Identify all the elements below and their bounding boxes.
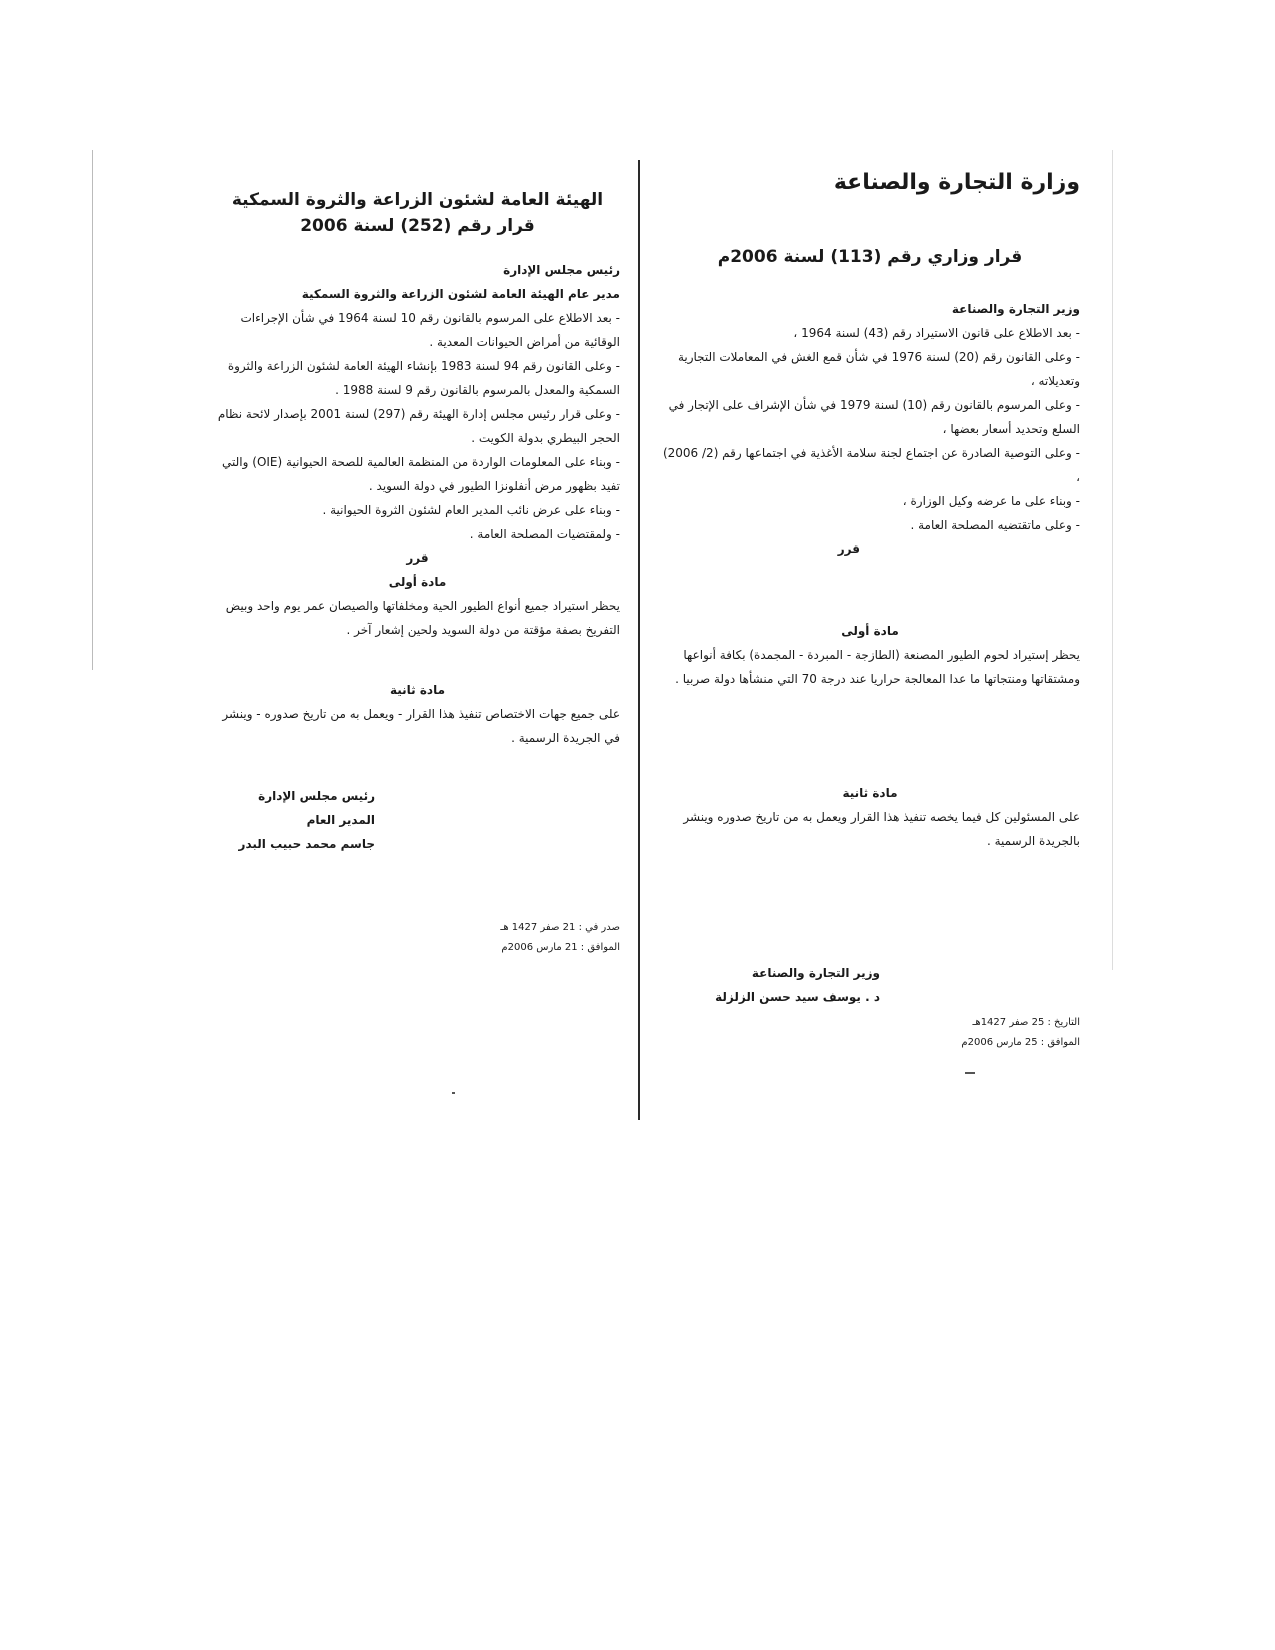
- article2-text: على المسئولين كل فيما يخصه تنفيذ هذا القرار ويعمل به من تاريخ صدوره وينشر بالجريدة الرسمية .: [683, 810, 1080, 848]
- issuer-line1: رئيس مجلس الإدارة: [503, 263, 620, 277]
- preamble-item: - وبناء على ما عرضه وكيل الوزارة ،: [902, 494, 1080, 508]
- signature-line1: رئيس مجلس الإدارة: [258, 789, 375, 803]
- decided-label: قرر: [406, 551, 429, 565]
- date-hijri: التاريخ : 25 صفر 1427هـ: [972, 1017, 1080, 1028]
- article2-title: مادة ثانية: [842, 786, 898, 800]
- preamble-item: - وعلى قرار رئيس مجلس إدارة الهيئة رقم (297) لسنة 2001 بإصدار لائحة نظام الحجر البيطري بدولة الكويت .: [217, 407, 620, 445]
- preamble-item: - وبناء على عرض نائب المدير العام لشئون الثروة الحيوانية .: [322, 503, 620, 517]
- issuer-line2: مدير عام الهيئة العامة لشئون الزراعة والثروة السمكية: [301, 287, 620, 301]
- date-gregorian: الموافق : 21 مارس 2006م: [501, 942, 620, 953]
- preamble-item: - بعد الاطلاع على المرسوم بالقانون رقم 10 لسنة 1964 في شأن الإجراءات الوقائية من أمراض الحيوانات المعدية .: [240, 311, 620, 349]
- preamble-item: - وعلى التوصية الصادرة عن اجتماع لجنة سلامة الأغذية في اجتماعها رقم (2/ 2006) ،: [662, 446, 1080, 484]
- preamble-item: - وعلى ماتقتضيه المصلحة العامة .: [910, 518, 1080, 532]
- preamble-item: - وعلى القانون رقم (20) لسنة 1976 في شأن قمع الغش في المعاملات التجارية وتعديلاته ،: [677, 350, 1080, 388]
- preamble-item: - وعلى القانون رقم 94 لسنة 1983 بإنشاء الهيئة العامة لشئون الزراعة والثروة السمكية والمعدل بالمرسوم بالقانون رقم 9 لسنة 1988 .: [227, 359, 620, 397]
- article1-text: يحظر استيراد جميع أنواع الطيور الحية ومخلفاتها والصيصان عمر يوم واحد وبيض التفريخ بصفة مؤقتة من دولة السويد ولحين إشعار آخر .: [225, 599, 620, 637]
- article2-title: مادة ثانية: [389, 683, 446, 697]
- preamble-item: - وعلى المرسوم بالقانون رقم (10) لسنة 1979 في شأن الإشراف على الإتجار في السلع وتحديد أسعار بعضها ،: [668, 398, 1080, 436]
- issuer: وزير التجارة والصناعة: [951, 302, 1080, 316]
- signature-title: وزير التجارة والصناعة: [751, 966, 880, 980]
- scan-edge-mark: [1112, 150, 1113, 970]
- scan-dot: [452, 1092, 455, 1094]
- decree-title: قرار رقم (252) لسنة 2006: [300, 216, 535, 236]
- authority-title: الهيئة العامة لشئون الزراعة والثروة السمكية: [231, 190, 604, 210]
- preamble-item: - ولمقتضيات المصلحة العامة .: [469, 527, 620, 541]
- date-gregorian: الموافق : 25 مارس 2006م: [961, 1037, 1080, 1048]
- scan-edge-mark: [92, 150, 93, 670]
- signature-line2: المدير العام: [306, 813, 375, 827]
- column-divider: [638, 160, 640, 1120]
- preamble-item: - بعد الاطلاع على قانون الاستيراد رقم (43) لسنة 1964 ،: [793, 326, 1080, 340]
- article1-title: مادة أولى: [841, 624, 899, 638]
- article1-title: مادة أولى: [388, 575, 447, 589]
- article2-text: على جميع جهات الاختصاص تنفيذ هذا القرار - ويعمل به من تاريخ صدوره - وينشر في الجريدة الرسمية .: [222, 707, 620, 745]
- preamble-item: - وبناء على المعلومات الواردة من المنظمة العالمية للصحة الحيوانية (OIE) والتي تفيد بظهور مرض أنفلونزا الطيور في دولة السويد .: [222, 455, 620, 493]
- signature-name: جاسم محمد حبيب البدر: [238, 837, 375, 851]
- scan-dot: [965, 1072, 975, 1074]
- ministerial-decree-113: [660, 170, 1080, 1053]
- authority-decree-252: [215, 190, 620, 958]
- decided-label: قرر: [837, 542, 860, 556]
- article1-text: يحظر إستيراد لحوم الطيور المصنعة (الطازجة - المبردة - المجمدة) بكافة أنواعها ومشتقاتها ومنتجاتها ما عدا المعالجة حراريا عند درجة 70 التي منشأها دولة صربيا .: [675, 648, 1080, 686]
- signature-name: د . يوسف سيد حسن الزلزلة: [715, 990, 880, 1004]
- decree-title: قرار وزاري رقم (113) لسنة 2006م: [717, 247, 1023, 267]
- ministry-title: وزارة التجارة والصناعة: [833, 170, 1080, 195]
- date-hijri: صدر في : 21 صفر 1427 هـ: [500, 922, 620, 933]
